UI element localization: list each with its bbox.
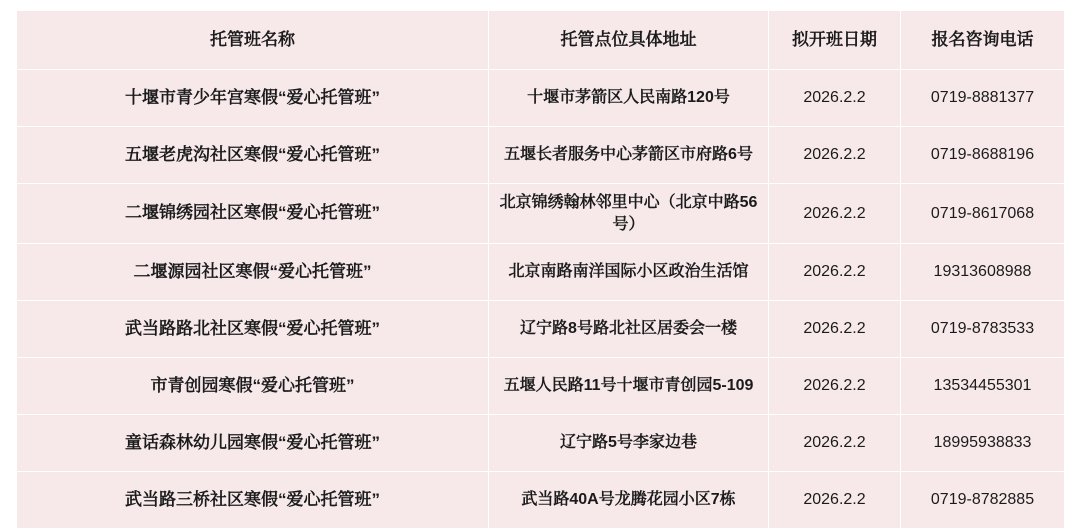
cell-class-name: 武当路三桥社区寒假“爱心托管班” (17, 472, 489, 529)
cell-address: 五堰长者服务中心茅箭区市府路6号 (489, 127, 769, 184)
cell-phone: 0719-8783533 (901, 301, 1065, 358)
column-header-address: 托管点位具体地址 (489, 11, 769, 70)
cell-phone: 19313608988 (901, 244, 1065, 301)
cell-date: 2026.2.2 (769, 301, 901, 358)
table-row (17, 301, 1065, 358)
cell-address: 辽宁路5号李家边巷 (489, 415, 769, 472)
cell-class-name: 五堰老虎沟社区寒假“爱心托管班” (17, 127, 489, 184)
cell-class-name: 十堰市青少年宫寒假“爱心托管班” (17, 70, 489, 127)
hosting-class-table (16, 10, 1065, 529)
cell-address: 十堰市茅箭区人民南路120号 (489, 70, 769, 127)
cell-address: 北京南路南洋国际小区政治生活馆 (489, 244, 769, 301)
cell-date: 2026.2.2 (769, 184, 901, 244)
cell-phone: 0719-8881377 (901, 70, 1065, 127)
cell-date: 2026.2.2 (769, 244, 901, 301)
column-header-phone: 报名咨询电话 (901, 11, 1065, 70)
cell-phone: 18995938833 (901, 415, 1065, 472)
cell-date: 2026.2.2 (769, 415, 901, 472)
table-row (17, 415, 1065, 472)
table-header (17, 11, 1065, 70)
cell-date: 2026.2.2 (769, 358, 901, 415)
cell-date: 2026.2.2 (769, 472, 901, 529)
cell-phone: 0719-8782885 (901, 472, 1065, 529)
cell-class-name: 市青创园寒假“爱心托管班” (17, 358, 489, 415)
cell-phone: 13534455301 (901, 358, 1065, 415)
cell-address: 辽宁路8号路北社区居委会一楼 (489, 301, 769, 358)
column-header-name: 托管班名称 (17, 11, 489, 70)
cell-phone: 0719-8617068 (901, 184, 1065, 244)
table-row (17, 184, 1065, 244)
table-body (17, 70, 1065, 529)
cell-class-name: 武当路路北社区寒假“爱心托管班” (17, 301, 489, 358)
cell-class-name: 二堰锦绣园社区寒假“爱心托管班” (17, 184, 489, 244)
cell-class-name: 童话森林幼儿园寒假“爱心托管班” (17, 415, 489, 472)
cell-phone: 0719-8688196 (901, 127, 1065, 184)
table-row (17, 127, 1065, 184)
table-row (17, 358, 1065, 415)
cell-class-name: 二堰源园社区寒假“爱心托管班” (17, 244, 489, 301)
column-header-date: 拟开班日期 (769, 11, 901, 70)
cell-date: 2026.2.2 (769, 70, 901, 127)
cell-address: 武当路40A号龙腾花园小区7栋 (489, 472, 769, 529)
cell-address: 北京锦绣翰林邻里中心（北京中路56号） (489, 184, 769, 244)
table-header-row (17, 11, 1065, 70)
cell-address: 五堰人民路11号十堰市青创园5-109 (489, 358, 769, 415)
table-row (17, 70, 1065, 127)
table-row (17, 472, 1065, 529)
table-row (17, 244, 1065, 301)
cell-date: 2026.2.2 (769, 127, 901, 184)
